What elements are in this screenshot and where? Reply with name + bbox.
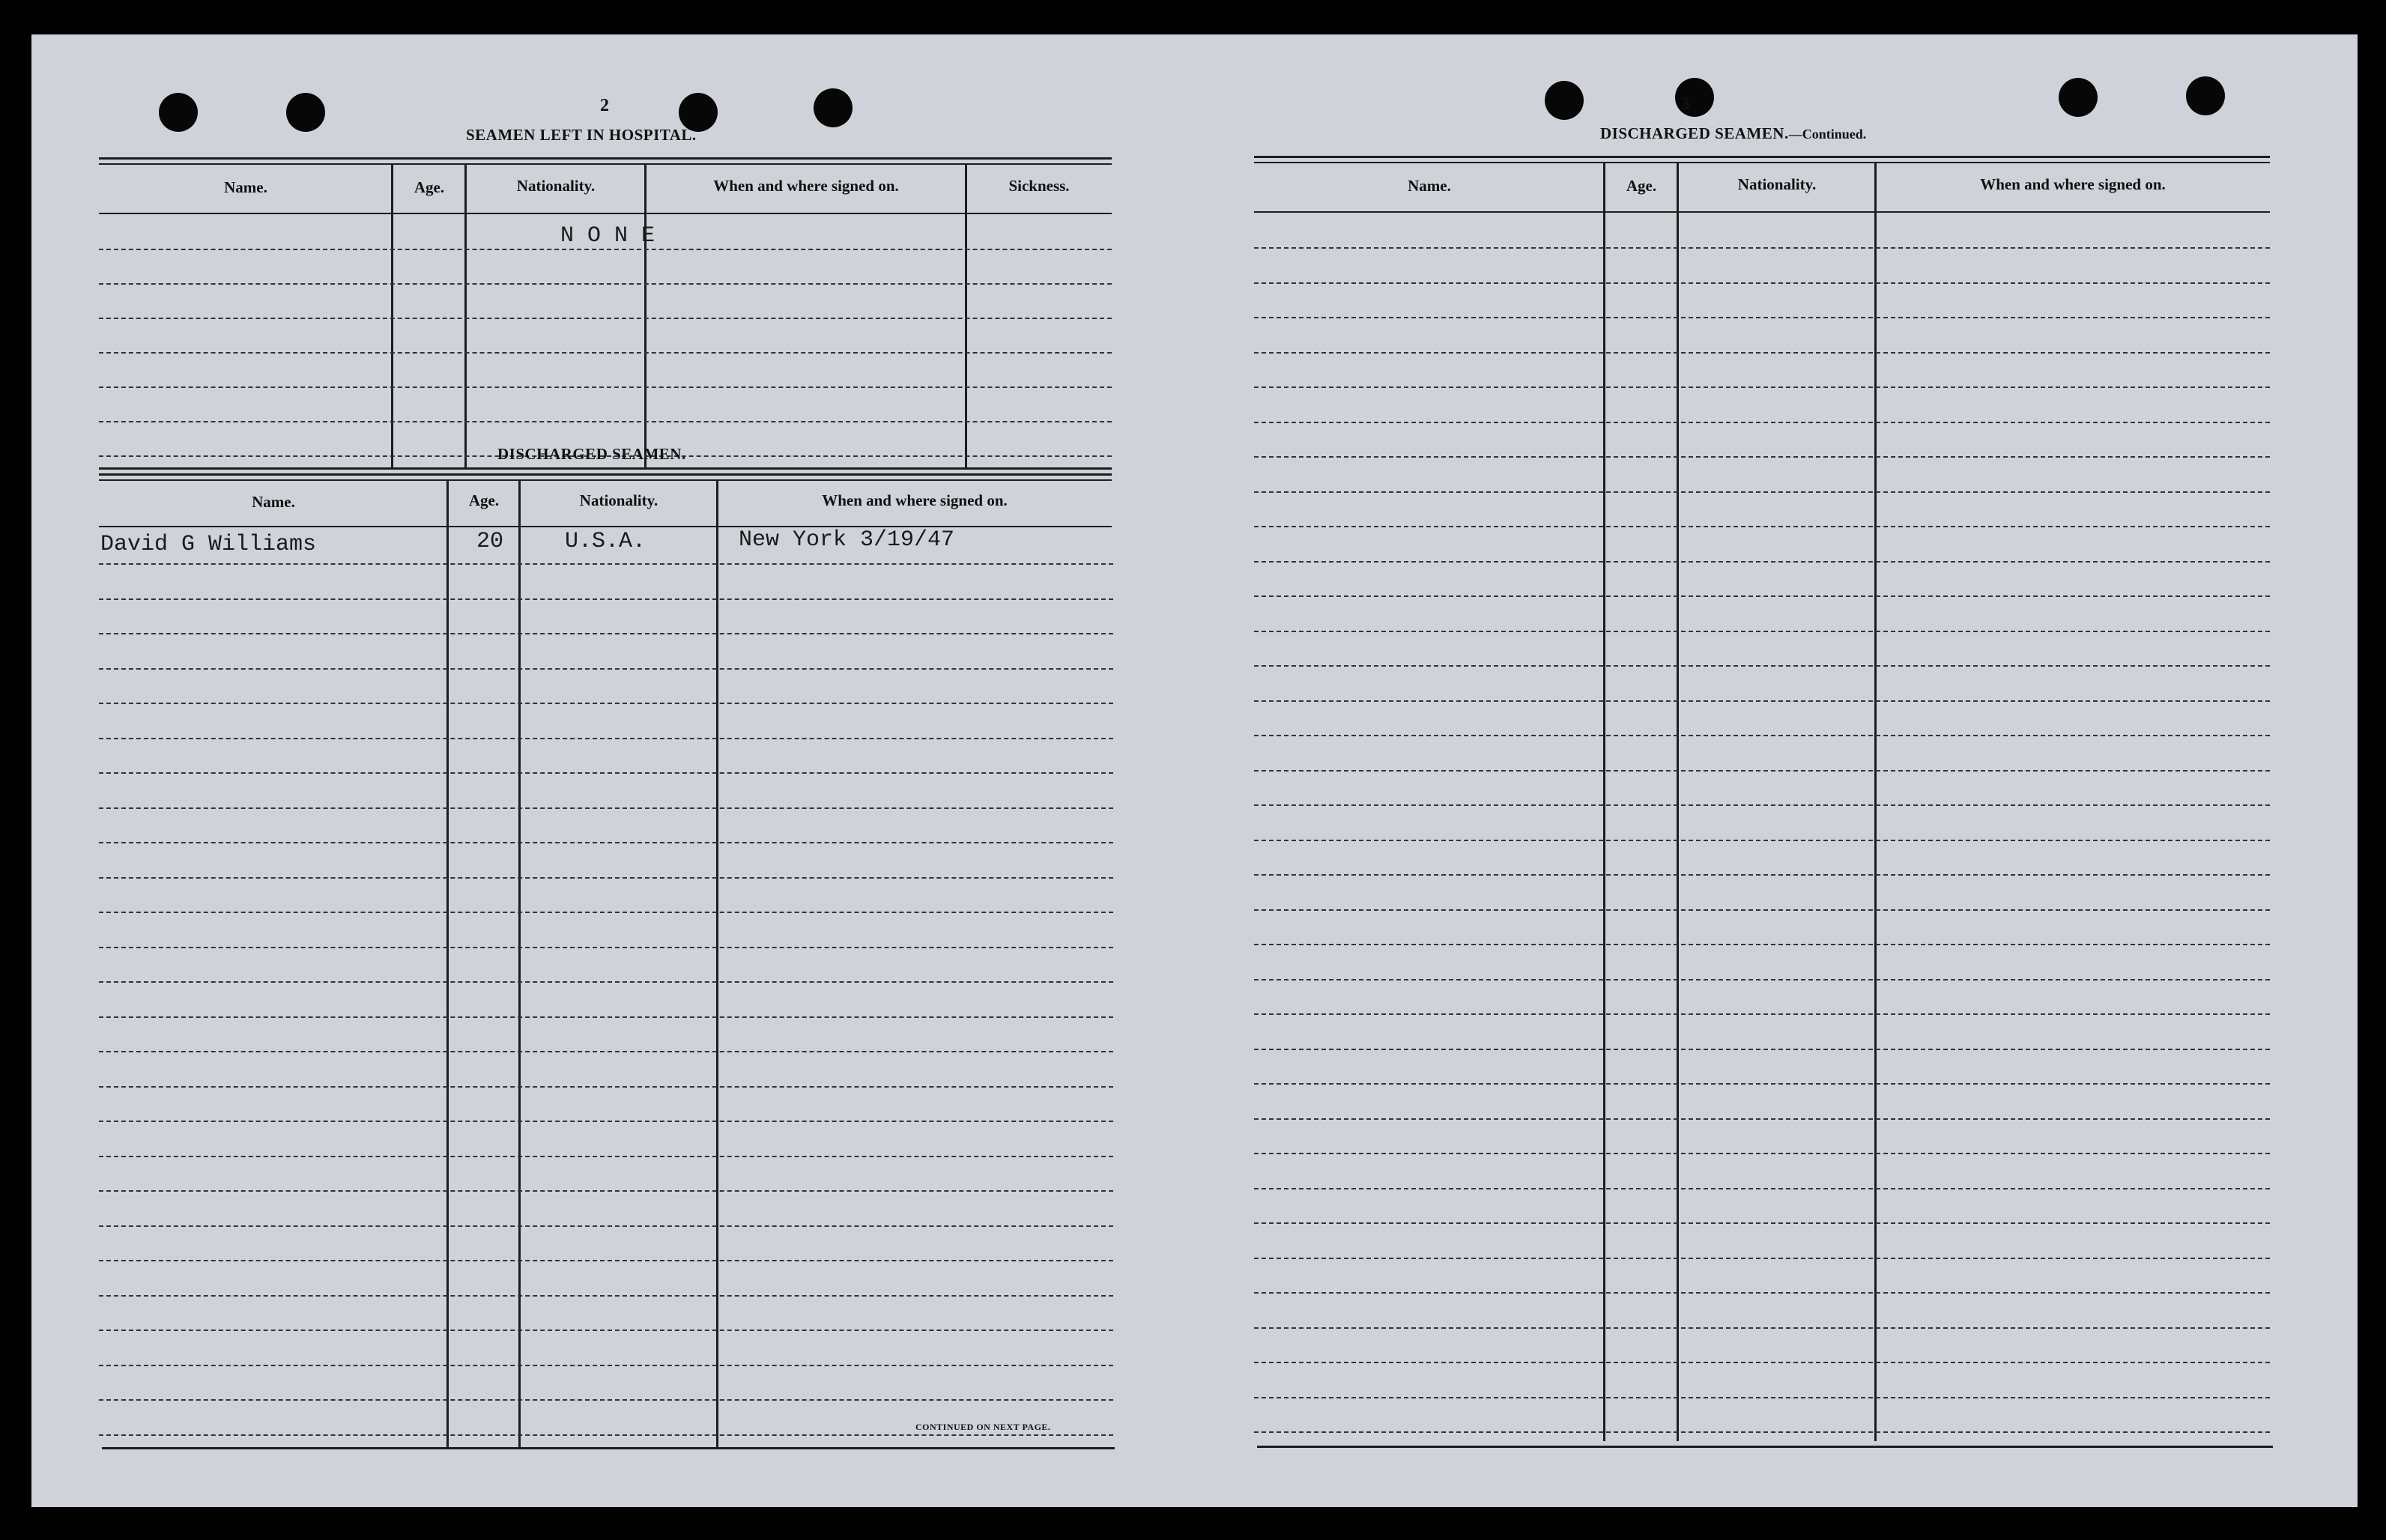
row-line (99, 912, 1113, 913)
row-line (1254, 1431, 2270, 1433)
row-line (1254, 1188, 2270, 1189)
row-line (1254, 595, 2270, 597)
right-col-nationality: Nationality. (1737, 175, 1817, 193)
row-line (99, 738, 1113, 739)
row-line (1254, 735, 2270, 736)
row-line (1254, 526, 2270, 527)
row-line (99, 1190, 1113, 1192)
row-line (99, 1330, 1113, 1331)
right-table-top-rule (1254, 162, 2270, 163)
discharged-col-name: Name. (252, 493, 295, 511)
punch-hole (1545, 81, 1584, 120)
hospital-row-line (99, 386, 1112, 388)
hospital-col-name: Name. (224, 178, 267, 196)
row-line (99, 563, 1113, 565)
right-table-bottom-rule (1257, 1446, 2273, 1448)
hospital-table-top-rule (99, 157, 1112, 160)
row-line (99, 1086, 1113, 1088)
hospital-col-age: Age. (414, 178, 445, 196)
row-line (1254, 317, 2270, 318)
row-line (99, 668, 1113, 670)
row-line (1254, 1083, 2270, 1085)
row-line (99, 1399, 1113, 1401)
hospital-row-line (99, 249, 1112, 250)
punch-hole (159, 93, 198, 132)
punch-hole (814, 88, 853, 127)
row-line (1254, 1222, 2270, 1224)
row-line (99, 807, 1113, 809)
continued-footer: CONTINUED ON NEXT PAGE. (915, 1422, 1051, 1432)
row-line (99, 981, 1113, 983)
row-line (1254, 874, 2270, 876)
row-line (99, 1156, 1113, 1157)
discharged-title-text: DISCHARGED SEAMEN. (1600, 124, 1789, 142)
row-line (1254, 700, 2270, 702)
row-line (1254, 840, 2270, 841)
continued-suffix: —Continued. (1788, 127, 1867, 142)
hospital-row-line (99, 421, 1112, 422)
row-line (99, 1051, 1113, 1052)
discharged-col-signed-on: When and where signed on. (822, 491, 1008, 509)
punch-hole (2186, 76, 2225, 115)
hospital-row-line (99, 352, 1112, 354)
row-line (99, 1016, 1113, 1018)
row-line (1254, 909, 2270, 911)
row-line (1254, 1292, 2270, 1294)
hospital-table-top-rule (99, 163, 1112, 165)
discharged-col-divider (446, 481, 449, 1447)
punch-hole (2059, 78, 2098, 117)
discharged-col-nationality: Nationality. (579, 491, 658, 509)
right-col-divider (1677, 163, 1679, 1441)
row-line (1254, 422, 2270, 423)
row-line (99, 1225, 1113, 1227)
right-col-name: Name. (1408, 177, 1451, 195)
hospital-section-title: SEAMEN LEFT IN HOSPITAL. (466, 126, 697, 144)
row-line (1254, 1362, 2270, 1363)
right-table-top-rule (1254, 156, 2270, 158)
hospital-entry-none: N O N E (560, 223, 655, 249)
row-line (99, 1365, 1113, 1366)
row-line (1254, 1118, 2270, 1120)
discharged-table-top-rule (99, 473, 1112, 476)
row-line (1254, 770, 2270, 771)
right-col-divider (1603, 163, 1605, 1441)
row-line (1254, 1327, 2270, 1329)
row-line (1254, 804, 2270, 806)
discharged-table-top-rule (99, 479, 1112, 481)
row-line (99, 947, 1113, 948)
row-line (1254, 491, 2270, 493)
row-line (1254, 1013, 2270, 1015)
page-number: 3 (1681, 94, 1690, 114)
discharged-continued-title (1600, 124, 1866, 143)
discharged-section-title: DISCHARGED SEAMEN. (497, 445, 686, 463)
row-line (1254, 386, 2270, 388)
hospital-table-bottom-rule (99, 467, 1112, 470)
hospital-header-rule (99, 213, 1112, 214)
row-line (1254, 631, 2270, 632)
right-col-age: Age. (1626, 177, 1657, 195)
row-line (1254, 352, 2270, 354)
row-line (1254, 282, 2270, 284)
right-col-divider (1874, 163, 1877, 1441)
row-line (1254, 1397, 2270, 1398)
row-line (1254, 456, 2270, 458)
hospital-col-divider (391, 165, 393, 469)
ledger-sheet (31, 34, 2358, 1507)
row-line (99, 772, 1113, 774)
row-line (99, 598, 1113, 600)
right-header-rule (1254, 211, 2270, 213)
hospital-col-sickness: Sickness. (1008, 177, 1070, 195)
hospital-row-line (99, 283, 1112, 285)
row-line (1254, 1258, 2270, 1259)
row-line (99, 842, 1113, 843)
right-col-signed-on: When and where signed on. (1980, 175, 2166, 193)
hospital-col-divider (644, 165, 647, 469)
row-line (99, 633, 1113, 634)
hospital-row-line (99, 318, 1112, 319)
row-line (1254, 665, 2270, 667)
discharged-col-age: Age. (468, 491, 500, 509)
hospital-col-signed-on: When and where signed on. (713, 177, 899, 195)
row-line (99, 1434, 1113, 1436)
seaman-signed-on: New York 3/19/47 (739, 527, 955, 553)
hospital-col-nationality: Nationality. (516, 177, 596, 195)
row-line (99, 1295, 1113, 1297)
row-line (99, 877, 1113, 879)
seaman-name: David G Williams (100, 532, 317, 557)
discharged-col-divider (518, 481, 521, 1447)
seaman-age: 20 (476, 529, 504, 554)
row-line (1254, 979, 2270, 980)
row-line (1254, 944, 2270, 945)
row-line (1254, 561, 2270, 563)
row-line (1254, 1153, 2270, 1154)
row-line (99, 1121, 1113, 1122)
page-number: 2 (600, 96, 609, 115)
row-line (99, 1260, 1113, 1261)
discharged-table-bottom-rule (102, 1447, 1115, 1449)
hospital-col-divider (965, 165, 967, 469)
row-line (1254, 1049, 2270, 1050)
seaman-nationality: U.S.A. (565, 529, 647, 554)
hospital-col-divider (464, 165, 467, 469)
row-line (99, 703, 1113, 704)
row-line (1254, 247, 2270, 249)
discharged-header-rule (99, 526, 1112, 527)
punch-hole (286, 93, 325, 132)
discharged-col-divider (716, 481, 718, 1447)
